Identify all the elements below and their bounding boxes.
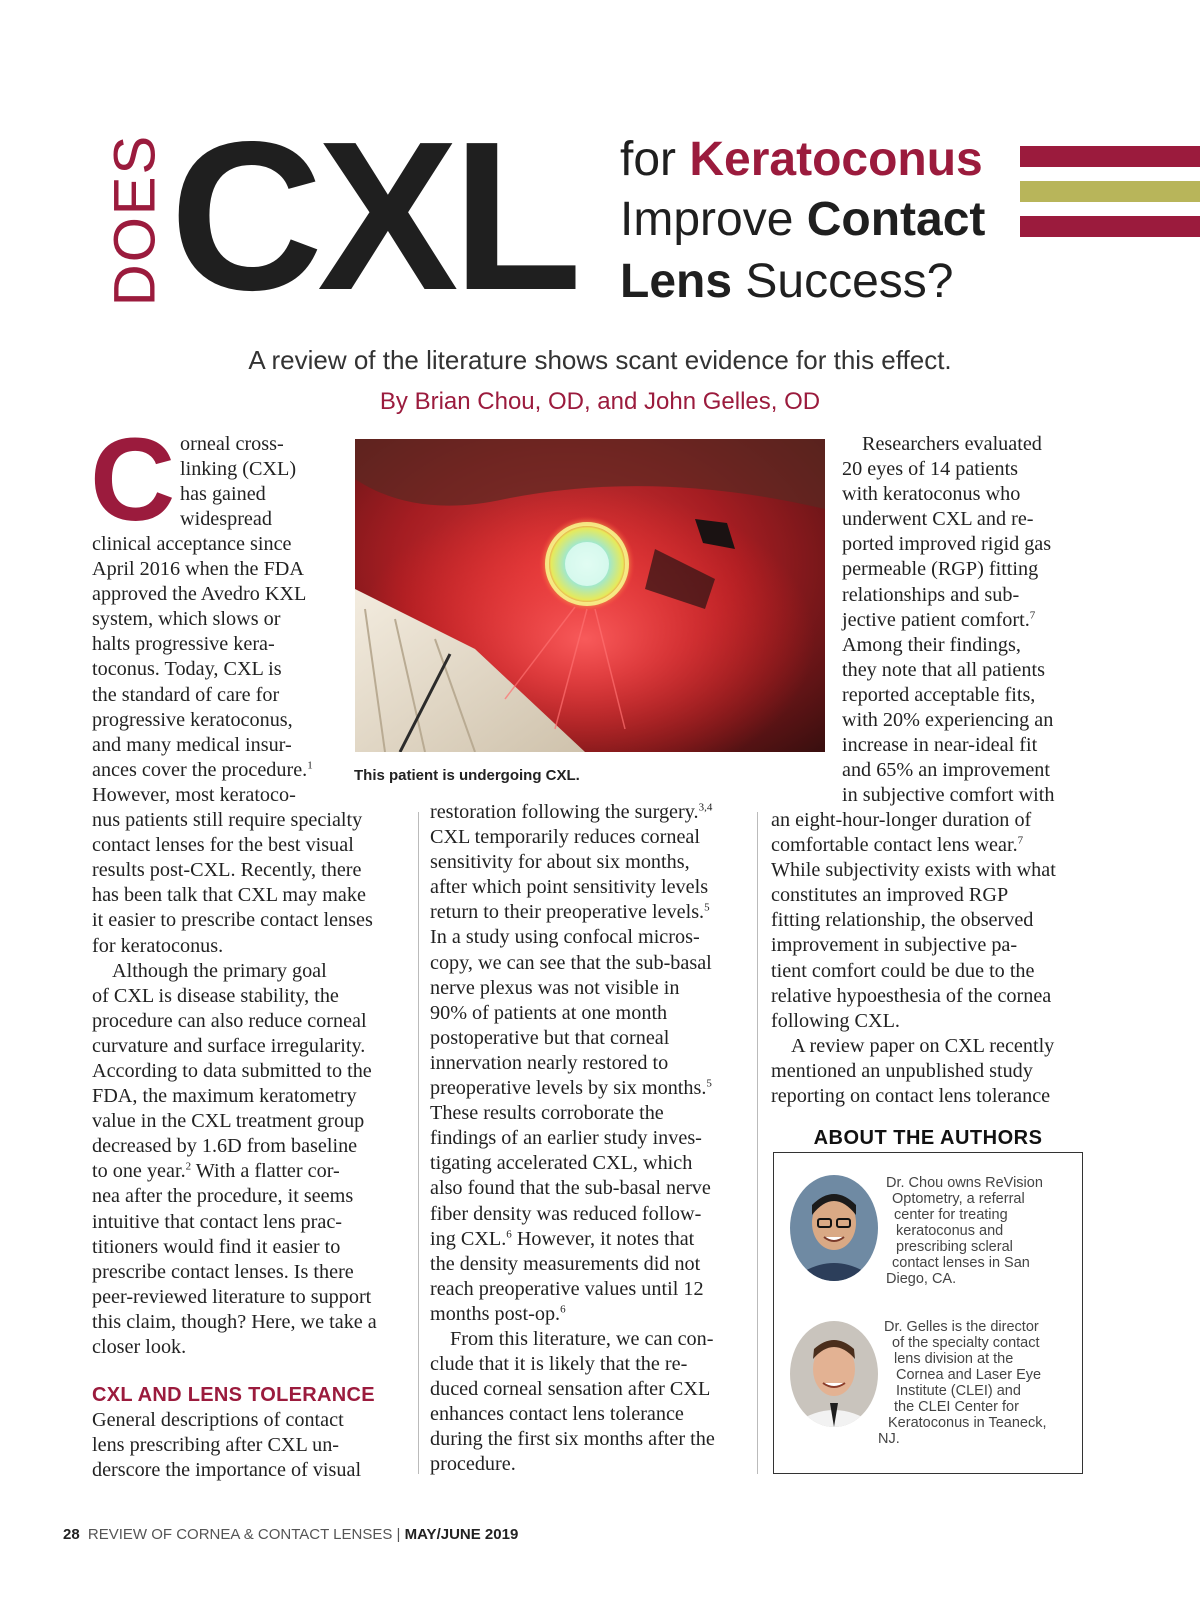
text-line: increase in near-ideal fit xyxy=(842,734,1038,757)
text-line: titioners would find it easier to xyxy=(92,1235,341,1258)
decorative-bar-red-top xyxy=(1020,146,1200,167)
text-line: also found that the sub-basal nerve xyxy=(430,1177,711,1200)
text-line: clude that it is likely that the re- xyxy=(430,1353,688,1376)
text-line: peer-reviewed literature to support xyxy=(92,1285,372,1308)
text-line: approved the Avedro KXL xyxy=(92,583,307,606)
text-line: fitting relationship, the observed xyxy=(771,909,1034,932)
footnote-ref: 6 xyxy=(560,1303,566,1316)
text-line: FDA, the maximum keratometry xyxy=(92,1085,357,1108)
decorative-bar-red-bottom xyxy=(1020,216,1200,237)
text-line: enhances contact lens tolerance xyxy=(430,1403,684,1426)
text-line: the density measurements did not xyxy=(430,1252,701,1275)
issue-date: MAY/JUNE 2019 xyxy=(404,1526,519,1543)
text-line: According to data submitted to the xyxy=(92,1059,372,1082)
headline-line-2: Improve Contact xyxy=(620,193,986,246)
text-line: improvement in subjective pa- xyxy=(771,934,1018,957)
text-line: A review paper on CXL recently xyxy=(791,1034,1055,1057)
deck: A review of the literature shows scant evidence for this effect. xyxy=(248,345,952,375)
photo-caption: This patient is undergoing CXL. xyxy=(354,767,580,784)
text-line: While subjectivity exists with what xyxy=(771,859,1056,882)
text-line: constitutes an improved RGP xyxy=(771,884,1009,907)
page-footer xyxy=(63,1526,518,1543)
bio-brian-chou: Dr. Chou owns ReVision Optometry, a referral center for treating keratoconus and prescribing scleral contact lenses in San Diego, CA. xyxy=(886,1175,1043,1287)
text-line: procedure. xyxy=(430,1453,516,1476)
text-line: derscore the importance of visual xyxy=(92,1459,362,1482)
text-line: nerve plexus was not visible in xyxy=(430,976,680,999)
text-line: restoration following the surgery.$^{3,4}$ xyxy=(430,801,713,823)
text-line: permeable (RGP) fitting xyxy=(842,558,1039,581)
headline-line-1: for Keratoconus xyxy=(620,133,983,186)
footnote-ref: 7 xyxy=(1029,608,1036,621)
footnote-ref: 6 xyxy=(506,1227,512,1240)
text-line: fiber density was reduced follow- xyxy=(430,1202,702,1225)
column-1-section-body xyxy=(92,1408,361,1483)
column-3-top xyxy=(842,432,1054,808)
headline-line-3: Lens Success? xyxy=(620,255,954,308)
column-rule xyxy=(757,812,758,1474)
text-line: and many medical insur- xyxy=(92,733,292,756)
text-line: closer look. xyxy=(92,1336,187,1358)
publication-name: REVIEW OF CORNEA & CONTACT LENSES xyxy=(87,1526,393,1543)
text-line: April 2016 when the FDA xyxy=(92,558,304,581)
footer-separator: | xyxy=(396,1526,401,1543)
text-line: nus patients still require specialty xyxy=(92,809,363,832)
section-heading: CXL AND LENS TOLERANCE xyxy=(92,1384,375,1406)
text-line: ing CXL.$^6$ However, it notes that xyxy=(430,1227,695,1250)
text-line: mentioned an unpublished study xyxy=(771,1059,1033,1082)
text-line: reported acceptable fits, xyxy=(842,683,1036,706)
text-line: copy, we can see that the sub-basal xyxy=(430,951,712,974)
text-line: 90% of patients at one month xyxy=(430,1001,668,1024)
footnote-ref: 7 xyxy=(1017,834,1024,847)
avatar-john-gelles xyxy=(790,1321,878,1427)
footnote-ref: 2 xyxy=(185,1160,192,1173)
text-line: and 65% an improvement xyxy=(842,759,1050,782)
text-line: prescribe contact lenses. Is there xyxy=(92,1260,354,1283)
patient-cxl-photo xyxy=(355,439,825,752)
text-line: postoperative but that corneal xyxy=(430,1026,670,1049)
author-portrait-icon xyxy=(790,1175,878,1281)
text-line: comfortable contact lens wear.$^7$ xyxy=(771,834,1024,857)
text-line: lens prescribing after CXL un- xyxy=(92,1434,340,1457)
text-line: preoperative levels by six months.$^5$ xyxy=(430,1077,712,1100)
text-line: has been talk that CXL may make xyxy=(92,884,366,907)
text-line: during the first six months after the xyxy=(430,1428,715,1451)
footnote-ref: 1 xyxy=(307,759,313,772)
text-line: progressive keratoconus, xyxy=(92,708,293,731)
text-line: following CXL. xyxy=(771,1009,900,1032)
headline-does: DOES xyxy=(102,133,168,307)
about-authors-heading: ABOUT THE AUTHORS xyxy=(813,1127,1043,1149)
text-line: halts progressive kera- xyxy=(92,633,275,656)
byline: By Brian Chou, OD, and John Gelles, OD xyxy=(379,388,821,415)
footnote-ref: 5 xyxy=(704,901,710,914)
text-line: in subjective comfort with xyxy=(842,784,1055,807)
footnote-ref: 5 xyxy=(706,1077,712,1090)
text-line: CXL temporarily reduces corneal xyxy=(430,826,700,849)
text-line: widespread xyxy=(180,508,272,531)
text-line: relationships and sub- xyxy=(842,583,1020,606)
text-line: General descriptions of contact xyxy=(92,1409,344,1431)
bio-john-gelles: Dr. Gelles is the director of the specialty contact lens division at the Cornea and Laser Eye Institute (CLEI) and the CLEI Center for Keratoconus in Teaneck, NJ. xyxy=(878,1319,1047,1447)
text-line: nea after the procedure, it seems xyxy=(92,1185,354,1208)
text-line: ances cover the procedure.$^1$ xyxy=(92,758,313,781)
text-line: for keratoconus. xyxy=(92,934,224,957)
avatar-brian-chou xyxy=(790,1175,878,1281)
column-1-intro xyxy=(180,432,296,532)
text-line: the standard of care for xyxy=(92,683,280,706)
text-line: they note that all patients xyxy=(842,658,1045,681)
text-line: with keratoconus who xyxy=(842,483,1021,506)
column-rule xyxy=(418,812,419,1474)
text-line: orneal cross- xyxy=(180,433,284,455)
column-1-body xyxy=(92,532,377,1360)
text-line: results post-CXL. Recently, there xyxy=(92,859,362,882)
text-line: return to their preoperative levels.$^5$ xyxy=(430,901,710,924)
text-line: after which point sensitivity levels xyxy=(430,876,709,899)
text-line: it easier to prescribe contact lenses xyxy=(92,909,373,932)
text-line: In a study using confocal micros- xyxy=(430,926,700,949)
text-line: procedure can also reduce corneal xyxy=(92,1009,367,1032)
text-line: of CXL is disease stability, the xyxy=(92,984,339,1007)
text-line: tigating accelerated CXL, which xyxy=(430,1152,693,1175)
column-3-body xyxy=(771,808,1056,1109)
text-line: jective patient comfort.$^7$ xyxy=(842,608,1036,631)
text-line: to one year.$^2$ With a flatter cor- xyxy=(92,1160,340,1183)
text-line: clinical acceptance since xyxy=(92,533,292,555)
text-line: linking (CXL) xyxy=(180,458,297,481)
about-authors-box xyxy=(773,1152,1083,1474)
text-line: 20 eyes of 14 patients xyxy=(842,458,1019,481)
text-line: underwent CXL and re- xyxy=(842,508,1034,531)
column-2-body xyxy=(430,800,715,1478)
page-number: 28 xyxy=(63,1526,80,1543)
text-line: an eight-hour-longer duration of xyxy=(771,809,1032,831)
drop-cap: C xyxy=(90,414,176,546)
text-line: sensitivity for about six months, xyxy=(430,851,690,874)
text-line: decreased by 1.6D from baseline xyxy=(92,1135,358,1158)
text-line: Among their findings, xyxy=(842,633,1021,656)
text-line: contact lenses for the best visual xyxy=(92,834,354,857)
text-line: tient comfort could be due to the xyxy=(771,959,1035,982)
text-line: system, which slows or xyxy=(92,608,281,631)
eye-treatment-illustration xyxy=(355,439,825,752)
footnote-ref: 3,4 xyxy=(698,801,713,814)
text-line: Researchers evaluated xyxy=(862,433,1042,455)
text-line: reach preoperative values until 12 xyxy=(430,1277,704,1300)
text-line: toconus. Today, CXL is xyxy=(92,658,282,681)
text-line: reporting on contact lens tolerance xyxy=(771,1085,1051,1108)
text-line: duced corneal sensation after CXL xyxy=(430,1378,711,1401)
text-line: ported improved rigid gas xyxy=(842,533,1052,556)
text-line: Although the primary goal xyxy=(112,959,327,982)
text-line: with 20% experiencing an xyxy=(842,709,1054,732)
text-line: These results corroborate the xyxy=(430,1102,664,1125)
text-line: has gained xyxy=(180,483,266,506)
text-line: months post-op.$^6$ xyxy=(430,1302,566,1325)
text-line: intuitive that contact lens prac- xyxy=(92,1210,343,1233)
text-line: innervation nearly restored to xyxy=(430,1051,669,1074)
decorative-bar-olive xyxy=(1020,181,1200,202)
text-line: From this literature, we can con- xyxy=(450,1327,714,1350)
text-line: findings of an earlier study inves- xyxy=(430,1127,702,1150)
headline-cxl: CXL xyxy=(170,97,576,334)
author-portrait-icon xyxy=(790,1321,878,1427)
text-line: value in the CXL treatment group xyxy=(92,1110,365,1133)
text-line: curvature and surface irregularity. xyxy=(92,1034,366,1057)
text-line: this claim, though? Here, we take a xyxy=(92,1310,377,1333)
text-line: relative hypoesthesia of the cornea xyxy=(771,984,1052,1007)
text-line: However, most keratoco- xyxy=(92,783,296,806)
